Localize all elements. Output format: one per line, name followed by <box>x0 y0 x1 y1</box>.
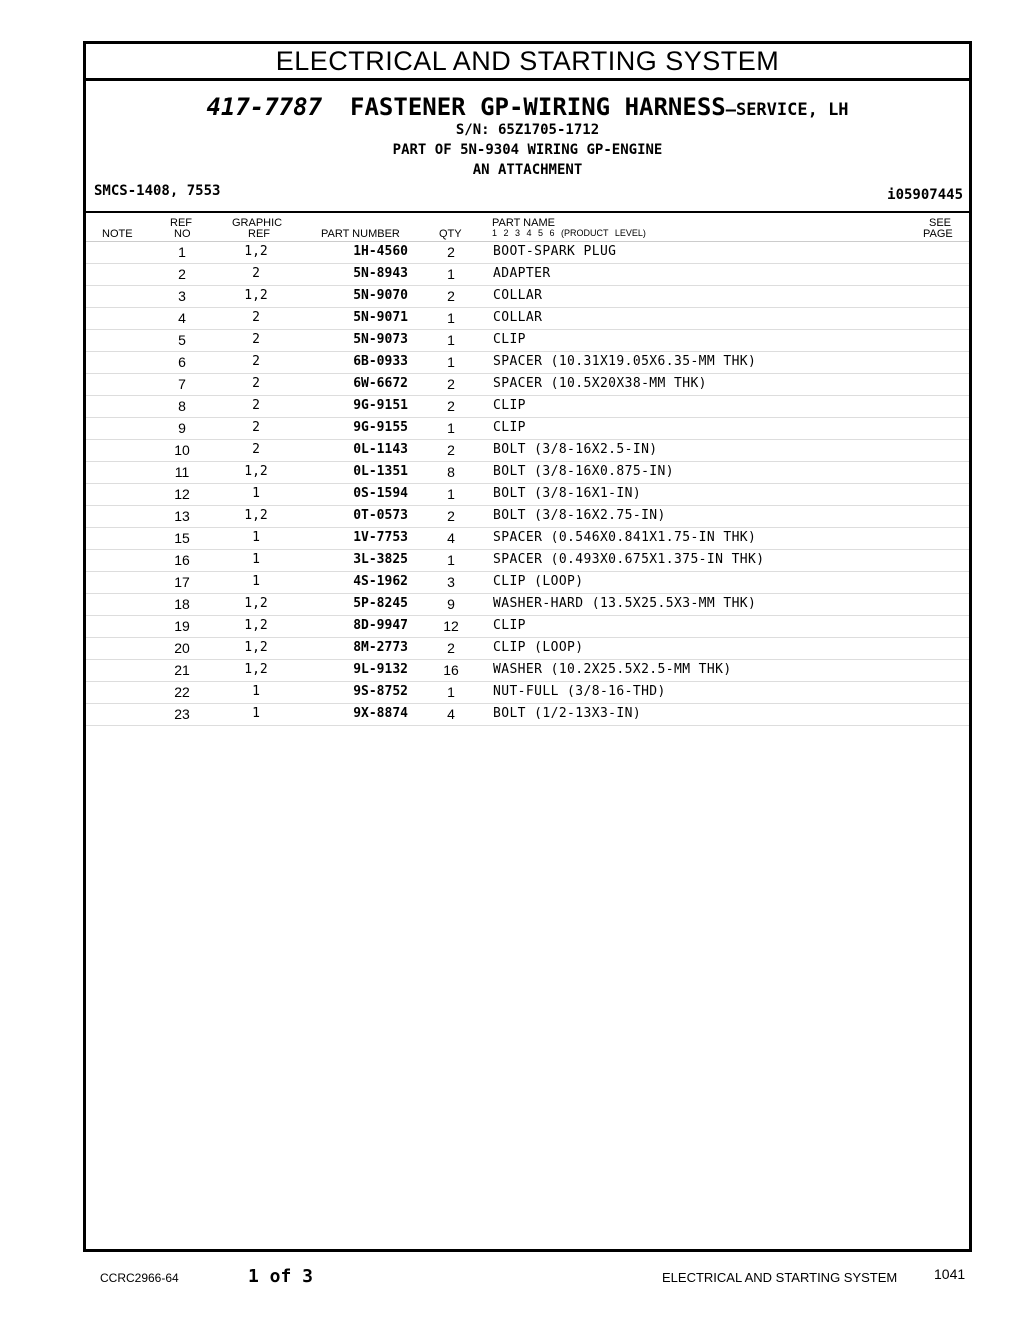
part-number-cell: 9S-8752 <box>353 684 408 699</box>
ref-no-cell: 3 <box>178 288 186 304</box>
qty-cell: 1 <box>447 420 455 436</box>
table-row <box>86 264 969 286</box>
table-row <box>86 418 969 440</box>
part-number-cell: 0T-0573 <box>353 508 408 523</box>
see-col-header-bottom: PAGE <box>923 228 953 240</box>
group-number: 417-7787 <box>206 93 323 121</box>
part-number-cell: 8M-2773 <box>353 640 408 655</box>
table-row <box>86 484 969 506</box>
ref-no-cell: 22 <box>174 684 190 700</box>
graphic-ref-cell: 2 <box>252 354 260 369</box>
graphic-ref-cell: 1,2 <box>244 244 268 259</box>
ref-col-header-top: REF <box>170 217 192 229</box>
part-name-cell: CLIP <box>493 618 526 633</box>
part-number-cell: 5P-8245 <box>353 596 408 611</box>
section-title: ELECTRICAL AND STARTING SYSTEM <box>86 44 969 81</box>
qty-cell: 2 <box>447 244 455 260</box>
table-row <box>86 528 969 550</box>
ref-no-cell: 15 <box>174 530 190 546</box>
qty-cell: 2 <box>447 376 455 392</box>
ref-no-cell: 1 <box>178 244 186 260</box>
ref-no-cell: 7 <box>178 376 186 392</box>
table-row <box>86 660 969 682</box>
table-row <box>86 440 969 462</box>
graphic-ref-cell: 2 <box>252 310 260 325</box>
part-number-cell: 6B-0933 <box>353 354 408 369</box>
footer-code: CCRC2966-64 <box>100 1271 179 1285</box>
part-name-cell: SPACER (0.493X0.675X1.375-IN THK) <box>493 552 765 567</box>
part-name-cell: COLLAR <box>493 288 543 303</box>
table-row <box>86 550 969 572</box>
table-row <box>86 396 969 418</box>
ref-no-cell: 4 <box>178 310 186 326</box>
qty-cell: 1 <box>447 310 455 326</box>
qty-cell: 1 <box>447 266 455 282</box>
table-row <box>86 286 969 308</box>
part-name-cell: BOLT (3/8-16X2.75-IN) <box>493 508 666 523</box>
part-name-cell: SPACER (0.546X0.841X1.75-IN THK) <box>493 530 757 545</box>
illustration-id: i05907445 <box>887 187 963 203</box>
graphic-ref-cell: 1,2 <box>244 640 268 655</box>
part-name-cell: BOLT (1/2-13X3-IN) <box>493 706 642 721</box>
ref-no-cell: 12 <box>174 486 190 502</box>
table-row <box>86 616 969 638</box>
graphic-col-header-top: GRAPHIC <box>232 217 283 229</box>
part-number-cell: 5N-9070 <box>353 288 408 303</box>
graphic-ref-cell: 1 <box>252 684 260 699</box>
qty-cell: 12 <box>443 618 459 634</box>
table-row <box>86 308 969 330</box>
part-name-cell: SPACER (10.5X20X38-MM THK) <box>493 376 707 391</box>
ref-no-cell: 18 <box>174 596 190 612</box>
qty-cell: 1 <box>447 354 455 370</box>
graphic-ref-cell: 1,2 <box>244 508 268 523</box>
part-number-cell: 9G-9155 <box>353 420 408 435</box>
qty-cell: 2 <box>447 398 455 414</box>
parts-page-frame <box>83 41 972 1252</box>
part-name-cell: ADAPTER <box>493 266 551 281</box>
group-suffix: —SERVICE, LH <box>725 100 849 120</box>
part-number-cell: 8D-9947 <box>353 618 408 633</box>
ref-no-cell: 2 <box>178 266 186 282</box>
qty-cell: 2 <box>447 288 455 304</box>
part-number-cell: 0S-1594 <box>353 486 408 501</box>
table-row <box>86 572 969 594</box>
part-name-col-header: PART NAME <box>492 217 555 229</box>
part-name-cell: CLIP <box>493 398 526 413</box>
part-name-cell: BOLT (3/8-16X0.875-IN) <box>493 464 674 479</box>
part-name-cell: COLLAR <box>493 310 543 325</box>
qty-cell: 1 <box>447 684 455 700</box>
graphic-ref-cell: 1 <box>252 530 260 545</box>
graphic-ref-cell: 1,2 <box>244 662 268 677</box>
graphic-ref-cell: 1 <box>252 574 260 589</box>
part-number-cell: 5N-8943 <box>353 266 408 281</box>
part-name-cell: CLIP (LOOP) <box>493 574 584 589</box>
group-header <box>86 81 969 213</box>
column-header <box>86 213 969 242</box>
table-row <box>86 462 969 484</box>
graphic-ref-cell: 1,2 <box>244 618 268 633</box>
table-row <box>86 594 969 616</box>
part-number-cell: 6W-6672 <box>353 376 408 391</box>
graphic-ref-cell: 1 <box>252 486 260 501</box>
part-name-cell: BOOT-SPARK PLUG <box>493 244 617 259</box>
part-number-col-header: PART NUMBER <box>321 228 400 240</box>
ref-no-cell: 16 <box>174 552 190 568</box>
graphic-ref-cell: 2 <box>252 398 260 413</box>
part-name-cell: CLIP <box>493 332 526 347</box>
ref-no-cell: 21 <box>174 662 190 678</box>
ref-no-cell: 20 <box>174 640 190 656</box>
part-name-cell: BOLT (3/8-16X1-IN) <box>493 486 642 501</box>
part-number-cell: 5N-9071 <box>353 310 408 325</box>
graphic-ref-cell: 1 <box>252 706 260 721</box>
footer-section-name: ELECTRICAL AND STARTING SYSTEM <box>662 1270 898 1285</box>
graphic-ref-cell: 1,2 <box>244 596 268 611</box>
qty-col-header: QTY <box>439 228 462 240</box>
part-number-cell: 1H-4560 <box>353 244 408 259</box>
qty-cell: 1 <box>447 552 455 568</box>
graphic-ref-cell: 2 <box>252 332 260 347</box>
graphic-ref-cell: 1,2 <box>244 464 268 479</box>
part-number-cell: 0L-1351 <box>353 464 408 479</box>
table-row <box>86 506 969 528</box>
table-row <box>86 330 969 352</box>
part-number-cell: 0L-1143 <box>353 442 408 457</box>
graphic-ref-cell: 2 <box>252 420 260 435</box>
smcs-code: SMCS-1408, 7553 <box>94 183 221 199</box>
parts-table <box>86 242 969 726</box>
table-row <box>86 638 969 660</box>
footer-page-count: 1 of 3 <box>248 1266 314 1287</box>
ref-no-cell: 10 <box>174 442 190 458</box>
qty-cell: 1 <box>447 486 455 502</box>
part-number-cell: 3L-3825 <box>353 552 408 567</box>
ref-no-cell: 6 <box>178 354 186 370</box>
serial-number: S/N: 65Z1705-1712 <box>455 122 600 138</box>
group-name: FASTENER GP-WIRING HARNESS <box>350 93 726 121</box>
ref-no-cell: 8 <box>178 398 186 414</box>
graphic-col-header-bottom: REF <box>248 228 270 240</box>
part-name-cell: WASHER-HARD (13.5X25.5X3-MM THK) <box>493 596 757 611</box>
qty-cell: 4 <box>447 530 455 546</box>
ref-no-cell: 9 <box>178 420 186 436</box>
table-row <box>86 352 969 374</box>
ref-no-cell: 17 <box>174 574 190 590</box>
part-name-cell: WASHER (10.2X25.5X2.5-MM THK) <box>493 662 732 677</box>
qty-cell: 1 <box>447 332 455 348</box>
part-number-cell: 4S-1962 <box>353 574 408 589</box>
ref-no-cell: 11 <box>174 464 190 480</box>
see-col-header-top: SEE <box>929 217 952 229</box>
qty-cell: 2 <box>447 640 455 656</box>
qty-cell: 8 <box>447 464 455 480</box>
product-level-scale: 1 2 3 4 5 6 (PRODUCT LEVEL) <box>492 228 646 238</box>
part-of-line: PART OF 5N-9304 WIRING GP-ENGINE <box>392 142 663 158</box>
part-name-cell: BOLT (3/8-16X2.5-IN) <box>493 442 658 457</box>
group-title-line <box>86 93 969 121</box>
graphic-ref-cell: 1 <box>252 552 260 567</box>
graphic-ref-cell: 2 <box>252 376 260 391</box>
part-name-cell: CLIP <box>493 420 526 435</box>
graphic-ref-cell: 1,2 <box>244 288 268 303</box>
table-row <box>86 374 969 396</box>
part-number-cell: 1V-7753 <box>353 530 408 545</box>
table-row <box>86 242 969 264</box>
part-name-cell: CLIP (LOOP) <box>493 640 584 655</box>
table-row <box>86 704 969 726</box>
qty-cell: 9 <box>447 596 455 612</box>
qty-cell: 3 <box>447 574 455 590</box>
part-number-cell: 9X-8874 <box>353 706 408 721</box>
ref-no-cell: 23 <box>174 706 190 722</box>
ref-no-cell: 19 <box>174 618 190 634</box>
graphic-ref-cell: 2 <box>252 266 260 281</box>
part-name-cell: NUT-FULL (3/8-16-THD) <box>493 684 666 699</box>
qty-cell: 4 <box>447 706 455 722</box>
part-number-cell: 9G-9151 <box>353 398 408 413</box>
qty-cell: 2 <box>447 508 455 524</box>
footer-page-number: 1041 <box>934 1266 966 1282</box>
part-number-cell: 5N-9073 <box>353 332 408 347</box>
ref-no-cell: 5 <box>178 332 186 348</box>
qty-cell: 16 <box>443 662 459 678</box>
note-col-header: NOTE <box>102 228 133 240</box>
part-number-cell: 9L-9132 <box>353 662 408 677</box>
graphic-ref-cell: 2 <box>252 442 260 457</box>
qty-cell: 2 <box>447 442 455 458</box>
table-row <box>86 682 969 704</box>
ref-col-header-bottom: NO <box>174 228 191 240</box>
part-name-cell: SPACER (10.31X19.05X6.35-MM THK) <box>493 354 757 369</box>
ref-no-cell: 13 <box>174 508 190 524</box>
attachment-line: AN ATTACHMENT <box>472 162 583 178</box>
